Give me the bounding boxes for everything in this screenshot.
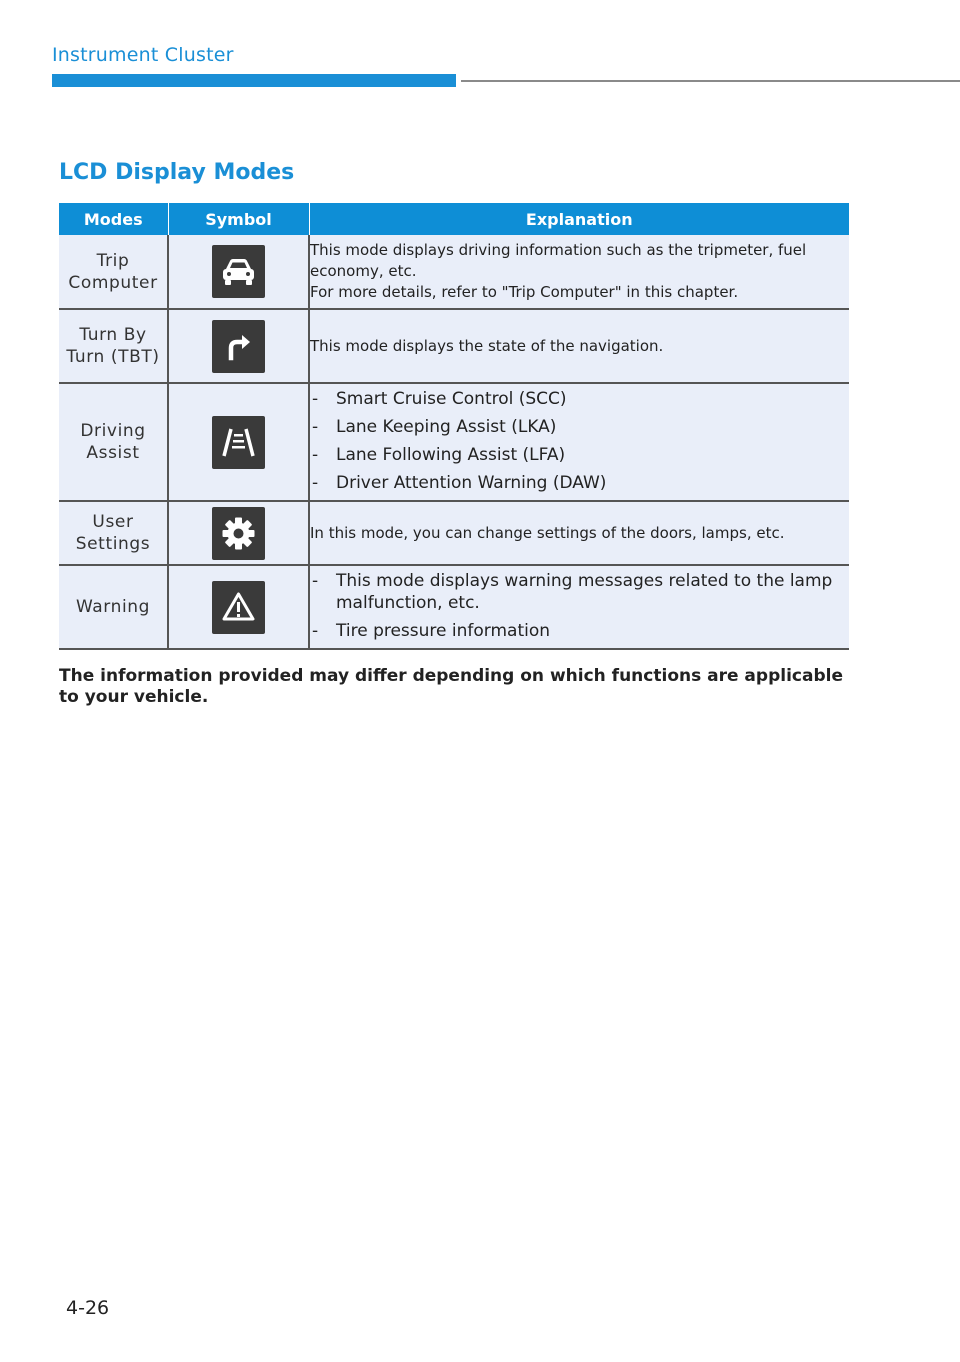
column-header-modes: Modes	[59, 203, 168, 235]
explanation-cell	[309, 309, 849, 383]
explanation-text: In this mode, you can change settings of the doors, lamps, etc.	[310, 523, 785, 542]
table-row-user-settings	[59, 501, 849, 565]
list-item: - This mode displays warning messages related to the lamp malfunction, etc.	[310, 570, 849, 614]
symbol-cell	[168, 235, 309, 309]
page-number: 4-26	[66, 1297, 110, 1319]
header-accent-bar	[52, 74, 456, 87]
lcd-modes-table	[59, 203, 849, 650]
explanation-text: This mode displays the state of the navigation.	[310, 336, 664, 355]
footnote-text: The information provided may differ depending on which functions are applicable to your vehicle.	[59, 666, 843, 707]
turn-right-arrow-icon	[212, 320, 265, 373]
section-title: LCD Display Modes	[59, 160, 295, 185]
explanation-cell	[309, 501, 849, 565]
table-row-driving-assist	[59, 383, 849, 501]
warning-triangle-icon	[212, 581, 265, 634]
mode-label: Trip Computer	[59, 235, 168, 309]
list-item: - Driver Attention Warning (DAW)	[310, 472, 849, 494]
explanation-text: This mode displays driving information such as the tripmeter, fuel economy, etc.	[310, 241, 807, 280]
gear-icon	[212, 507, 265, 560]
explanation-cell	[309, 235, 849, 309]
explanation-text: For more details, refer to "Trip Computer" in this chapter.	[310, 283, 739, 301]
table-row-turn-by-turn	[59, 309, 849, 383]
table-header-row	[59, 203, 849, 235]
mode-label: Warning	[59, 565, 168, 649]
mode-label: Turn By Turn (TBT)	[59, 309, 168, 383]
mode-label: User Settings	[59, 501, 168, 565]
column-header-explanation: Explanation	[309, 203, 849, 235]
header-divider-line	[461, 80, 960, 82]
table-row-trip-computer	[59, 235, 849, 309]
column-header-symbol: Symbol	[168, 203, 309, 235]
chapter-title: Instrument Cluster	[52, 44, 234, 66]
symbol-cell	[168, 309, 309, 383]
explanation-cell	[309, 565, 849, 649]
table-row-warning	[59, 565, 849, 649]
list-item: - Lane Keeping Assist (LKA)	[310, 416, 849, 438]
symbol-cell	[168, 501, 309, 565]
symbol-cell	[168, 565, 309, 649]
list-item: - Tire pressure information	[310, 620, 849, 642]
symbol-cell	[168, 383, 309, 501]
explanation-cell	[309, 383, 849, 501]
mode-label: Driving Assist	[59, 383, 168, 501]
car-icon	[212, 245, 265, 298]
list-item: - Smart Cruise Control (SCC)	[310, 388, 849, 410]
lane-assist-icon	[212, 416, 265, 469]
list-item: - Lane Following Assist (LFA)	[310, 444, 849, 466]
